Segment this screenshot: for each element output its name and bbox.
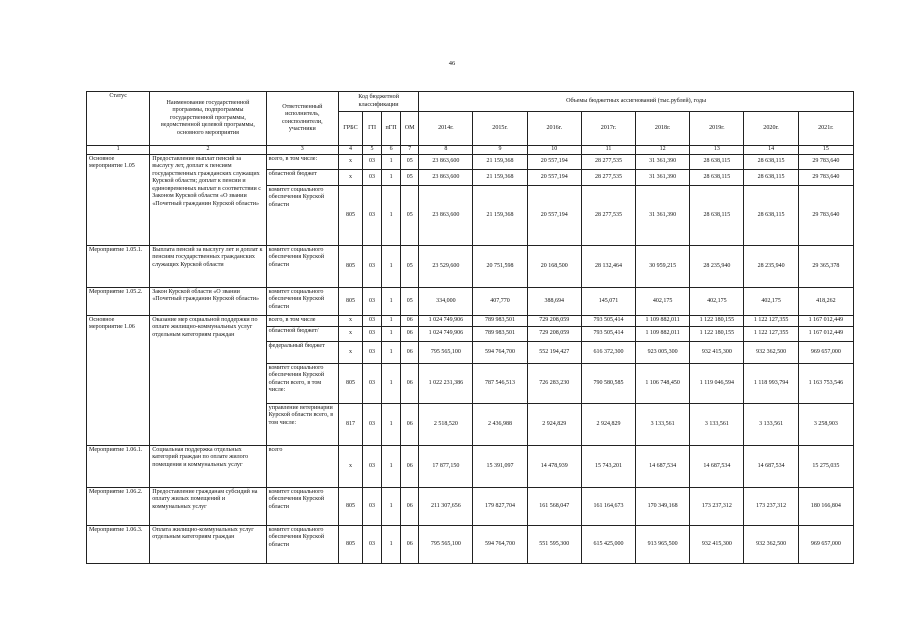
row-value: 1 163 753,546 bbox=[798, 364, 853, 404]
row-value: 28 638,115 bbox=[690, 170, 744, 186]
row-code: 1 bbox=[382, 342, 401, 364]
header-executor: Ответственный исполнитель, соисполнители, участники bbox=[266, 92, 338, 146]
row-value: 402,175 bbox=[690, 288, 744, 316]
column-number: 14 bbox=[744, 146, 798, 155]
row-code: 1 bbox=[382, 288, 401, 316]
row-code: 1 bbox=[382, 170, 401, 186]
header-volumes: Объемы бюджетных ассигнований (тыс.рублей), годы bbox=[419, 92, 854, 112]
row-executor: областной бюджет/ bbox=[266, 327, 338, 342]
row-name: Оплата жилищно-коммунальных услуг отдельным категориям граждан bbox=[150, 526, 266, 564]
row-code: х bbox=[338, 342, 362, 364]
row-value: 1 109 882,011 bbox=[636, 316, 690, 327]
row-code: 03 bbox=[363, 327, 382, 342]
row-code: 06 bbox=[401, 404, 419, 446]
row-value: 1 022 231,386 bbox=[419, 364, 473, 404]
header-year: 2019г. bbox=[690, 112, 744, 146]
row-status: Мероприятие 1.05.2. bbox=[87, 288, 150, 316]
row-value: 932 362,500 bbox=[744, 526, 798, 564]
row-code: 06 bbox=[401, 446, 419, 488]
row-code: 05 bbox=[401, 246, 419, 288]
row-code: 06 bbox=[401, 342, 419, 364]
row-code: 1 bbox=[382, 404, 401, 446]
row-value: 28 638,115 bbox=[744, 155, 798, 170]
row-executor: комитет социального обеспечения Курской области всего, в том числе: bbox=[266, 364, 338, 404]
row-value: 2 924,829 bbox=[527, 404, 581, 446]
row-value: 787 546,513 bbox=[473, 364, 527, 404]
row-value: 932 362,500 bbox=[744, 342, 798, 364]
row-value: 29 783,640 bbox=[798, 170, 853, 186]
row-value: 793 505,414 bbox=[581, 327, 635, 342]
header-year: 2018г. bbox=[636, 112, 690, 146]
row-value: 20 751,598 bbox=[473, 246, 527, 288]
row-code: 1 bbox=[382, 155, 401, 170]
column-number-row bbox=[87, 146, 854, 155]
row-value: 795 565,100 bbox=[419, 526, 473, 564]
row-value: 594 764,700 bbox=[473, 526, 527, 564]
row-executor: федеральный бюджет bbox=[266, 342, 338, 364]
row-name: Закон Курской области «О звании «Почетный гражданин Курской области» bbox=[150, 288, 266, 316]
row-value: 23 863,600 bbox=[419, 155, 473, 170]
row-value: 726 283,230 bbox=[527, 364, 581, 404]
row-code: 05 bbox=[401, 186, 419, 246]
row-code: 03 bbox=[363, 316, 382, 327]
row-value: 1 109 882,011 bbox=[636, 327, 690, 342]
row-value: 31 361,390 bbox=[636, 170, 690, 186]
row-code: 805 bbox=[338, 246, 362, 288]
column-number: 9 bbox=[473, 146, 527, 155]
row-value: 1 024 749,906 bbox=[419, 327, 473, 342]
row-code: х bbox=[338, 327, 362, 342]
row-status: Мероприятие 1.05.1. bbox=[87, 246, 150, 288]
row-code: 1 bbox=[382, 364, 401, 404]
row-value: 793 505,414 bbox=[581, 316, 635, 327]
row-value: 211 307,656 bbox=[419, 488, 473, 526]
row-code: х bbox=[338, 446, 362, 488]
row-value: 23 863,600 bbox=[419, 186, 473, 246]
table-row bbox=[87, 288, 854, 316]
row-code: 03 bbox=[363, 342, 382, 364]
column-number: 13 bbox=[690, 146, 744, 155]
row-value: 969 657,000 bbox=[798, 526, 853, 564]
column-number: 12 bbox=[636, 146, 690, 155]
table-row bbox=[87, 488, 854, 526]
row-value: 615 425,000 bbox=[581, 526, 635, 564]
row-code: 805 bbox=[338, 488, 362, 526]
row-code: 03 bbox=[363, 404, 382, 446]
row-value: 28 638,115 bbox=[690, 186, 744, 246]
column-number: 1 bbox=[87, 146, 150, 155]
row-code: 03 bbox=[363, 446, 382, 488]
row-code: 805 bbox=[338, 186, 362, 246]
column-number: 15 bbox=[798, 146, 853, 155]
row-value: 173 237,312 bbox=[690, 488, 744, 526]
row-code: 1 bbox=[382, 316, 401, 327]
table-row bbox=[87, 316, 854, 327]
row-status: Основное мероприятие 1.06 bbox=[87, 316, 150, 446]
row-code: 1 bbox=[382, 446, 401, 488]
row-value: 923 005,300 bbox=[636, 342, 690, 364]
column-number: 8 bbox=[419, 146, 473, 155]
row-value: 179 827,704 bbox=[473, 488, 527, 526]
row-code: 03 bbox=[363, 186, 382, 246]
row-code: 06 bbox=[401, 488, 419, 526]
row-code: х bbox=[338, 170, 362, 186]
row-value: 1 122 180,155 bbox=[690, 327, 744, 342]
table-row bbox=[87, 155, 854, 170]
row-value: 21 159,368 bbox=[473, 170, 527, 186]
row-value: 388,694 bbox=[527, 288, 581, 316]
table-row bbox=[87, 446, 854, 488]
column-number: 4 bbox=[338, 146, 362, 155]
row-value: 28 235,940 bbox=[744, 246, 798, 288]
column-number: 3 bbox=[266, 146, 338, 155]
header-year: 2016г. bbox=[527, 112, 581, 146]
row-executor: комитет социального обеспечения Курской области bbox=[266, 246, 338, 288]
row-value: 1 119 046,594 bbox=[690, 364, 744, 404]
row-code: 1 bbox=[382, 246, 401, 288]
row-value: 30 959,215 bbox=[636, 246, 690, 288]
row-code: 06 bbox=[401, 316, 419, 327]
row-code: 03 bbox=[363, 488, 382, 526]
row-value: 28 277,535 bbox=[581, 155, 635, 170]
row-value: 28 132,464 bbox=[581, 246, 635, 288]
row-value: 932 415,300 bbox=[690, 526, 744, 564]
row-code: 03 bbox=[363, 246, 382, 288]
row-status: Основное мероприятие 1.05 bbox=[87, 155, 150, 246]
row-value: 31 361,390 bbox=[636, 186, 690, 246]
row-value: 729 208,059 bbox=[527, 316, 581, 327]
row-value: 1 122 127,355 bbox=[744, 327, 798, 342]
table-row bbox=[87, 526, 854, 564]
row-executor: комитет социального обеспечения Курской области bbox=[266, 526, 338, 564]
row-value: 21 159,368 bbox=[473, 155, 527, 170]
row-value: 21 159,368 bbox=[473, 186, 527, 246]
row-executor: комитет социального обеспечения Курской области bbox=[266, 288, 338, 316]
row-code: 06 bbox=[401, 327, 419, 342]
row-value: 1 122 127,355 bbox=[744, 316, 798, 327]
row-executor: всего, в том числе bbox=[266, 316, 338, 327]
row-value: 790 580,585 bbox=[581, 364, 635, 404]
header-code: ГРБС bbox=[338, 112, 362, 146]
row-code: 817 bbox=[338, 404, 362, 446]
header-budget-code: Код бюджетной классификации bbox=[338, 92, 418, 112]
row-value: 29 783,640 bbox=[798, 186, 853, 246]
row-value: 402,175 bbox=[636, 288, 690, 316]
header-year: 2015г. bbox=[473, 112, 527, 146]
column-number: 6 bbox=[382, 146, 401, 155]
row-value: 14 687,534 bbox=[690, 446, 744, 488]
column-number: 7 bbox=[401, 146, 419, 155]
row-value: 28 638,115 bbox=[690, 155, 744, 170]
header-year: 2014г. bbox=[419, 112, 473, 146]
row-executor: всего bbox=[266, 446, 338, 488]
header-program: Наименование государственной программы, подпрограммы государственной программы, ведомственной целевой программы, основного мероприятия bbox=[150, 92, 266, 146]
row-value: 28 277,535 bbox=[581, 170, 635, 186]
row-value: 551 595,300 bbox=[527, 526, 581, 564]
row-value: 1 118 993,794 bbox=[744, 364, 798, 404]
row-value: 795 565,100 bbox=[419, 342, 473, 364]
column-number: 11 bbox=[581, 146, 635, 155]
table-row bbox=[87, 246, 854, 288]
row-value: 2 518,520 bbox=[419, 404, 473, 446]
row-code: 05 bbox=[401, 288, 419, 316]
row-value: 173 237,312 bbox=[744, 488, 798, 526]
row-value: 729 208,059 bbox=[527, 327, 581, 342]
header-code: пГП bbox=[382, 112, 401, 146]
row-code: 805 bbox=[338, 364, 362, 404]
row-code: х bbox=[338, 316, 362, 327]
row-value: 161 568,047 bbox=[527, 488, 581, 526]
row-value: 2 436,988 bbox=[473, 404, 527, 446]
row-code: 805 bbox=[338, 288, 362, 316]
row-value: 20 557,194 bbox=[527, 170, 581, 186]
row-value: 15 391,097 bbox=[473, 446, 527, 488]
row-value: 594 764,700 bbox=[473, 342, 527, 364]
row-value: 145,071 bbox=[581, 288, 635, 316]
row-name: Выплата пенсий за выслугу лет и доплат к пенсиям государственных гражданских служащих Курской области bbox=[150, 246, 266, 288]
row-value: 1 122 180,155 bbox=[690, 316, 744, 327]
row-code: 06 bbox=[401, 526, 419, 564]
column-number: 5 bbox=[363, 146, 382, 155]
row-code: 1 bbox=[382, 327, 401, 342]
row-value: 28 638,115 bbox=[744, 186, 798, 246]
page-number: 46 bbox=[448, 60, 456, 67]
row-status: Мероприятие 1.06.2. bbox=[87, 488, 150, 526]
row-status: Мероприятие 1.06.3. bbox=[87, 526, 150, 564]
row-code: 05 bbox=[401, 155, 419, 170]
row-value: 28 277,535 bbox=[581, 186, 635, 246]
row-value: 180 166,804 bbox=[798, 488, 853, 526]
header-status: Статус bbox=[87, 92, 150, 146]
row-value: 616 372,300 bbox=[581, 342, 635, 364]
header-year: 2021г. bbox=[798, 112, 853, 146]
row-code: 06 bbox=[401, 364, 419, 404]
row-value: 789 983,501 bbox=[473, 316, 527, 327]
row-value: 17 877,150 bbox=[419, 446, 473, 488]
row-value: 3 133,561 bbox=[690, 404, 744, 446]
row-code: 1 bbox=[382, 186, 401, 246]
row-status: Мероприятие 1.06.1. bbox=[87, 446, 150, 488]
row-code: 05 bbox=[401, 170, 419, 186]
row-value: 3 258,903 bbox=[798, 404, 853, 446]
budget-table-container bbox=[86, 91, 854, 564]
row-executor: всего, в том числе: bbox=[266, 155, 338, 170]
row-value: 407,770 bbox=[473, 288, 527, 316]
row-value: 913 965,500 bbox=[636, 526, 690, 564]
row-value: 1 167 012,449 bbox=[798, 316, 853, 327]
row-value: 2 924,829 bbox=[581, 404, 635, 446]
row-code: 1 bbox=[382, 526, 401, 564]
row-executor: комитет социального обеспечения Курской области bbox=[266, 186, 338, 246]
row-value: 23 529,600 bbox=[419, 246, 473, 288]
row-value: 15 743,201 bbox=[581, 446, 635, 488]
row-value: 161 164,673 bbox=[581, 488, 635, 526]
row-value: 1 106 748,450 bbox=[636, 364, 690, 404]
row-value: 402,175 bbox=[744, 288, 798, 316]
column-number: 10 bbox=[527, 146, 581, 155]
budget-table bbox=[86, 91, 854, 564]
row-value: 14 687,534 bbox=[744, 446, 798, 488]
row-value: 20 557,194 bbox=[527, 186, 581, 246]
row-name: Оказание мер социальной поддержки по оплате жилищно-коммунальных услуг отдельным категориям граждан bbox=[150, 316, 266, 446]
row-name: Социальная поддержка отдельных категорий граждан по оплате жилого помещения и коммунальных услуг bbox=[150, 446, 266, 488]
row-value: 28 638,115 bbox=[744, 170, 798, 186]
row-value: 29 365,378 bbox=[798, 246, 853, 288]
row-value: 932 415,300 bbox=[690, 342, 744, 364]
row-code: 03 bbox=[363, 288, 382, 316]
row-value: 14 687,534 bbox=[636, 446, 690, 488]
row-executor: управление ветеринарии Курской области всего, в том числе: bbox=[266, 404, 338, 446]
row-value: 31 361,390 bbox=[636, 155, 690, 170]
row-value: 3 133,561 bbox=[744, 404, 798, 446]
row-code: 1 bbox=[382, 488, 401, 526]
row-value: 418,262 bbox=[798, 288, 853, 316]
header-year: 2017г. bbox=[581, 112, 635, 146]
row-value: 969 657,000 bbox=[798, 342, 853, 364]
row-value: 14 478,939 bbox=[527, 446, 581, 488]
row-code: 03 bbox=[363, 170, 382, 186]
row-name: Предоставление гражданам субсидий на оплату жилых помещений и коммунальных услуг bbox=[150, 488, 266, 526]
row-value: 170 349,168 bbox=[636, 488, 690, 526]
row-code: х bbox=[338, 155, 362, 170]
row-value: 28 235,940 bbox=[690, 246, 744, 288]
row-value: 20 557,194 bbox=[527, 155, 581, 170]
row-code: 03 bbox=[363, 155, 382, 170]
row-value: 334,000 bbox=[419, 288, 473, 316]
header-code: ОМ bbox=[401, 112, 419, 146]
row-value: 3 133,561 bbox=[636, 404, 690, 446]
row-value: 23 863,600 bbox=[419, 170, 473, 186]
header-year: 2020г. bbox=[744, 112, 798, 146]
row-executor: областной бюджет bbox=[266, 170, 338, 186]
row-value: 1 167 012,449 bbox=[798, 327, 853, 342]
row-value: 1 024 749,906 bbox=[419, 316, 473, 327]
row-code: 03 bbox=[363, 364, 382, 404]
row-executor: комитет социального обеспечения Курской области bbox=[266, 488, 338, 526]
row-value: 29 783,640 bbox=[798, 155, 853, 170]
row-value: 15 275,035 bbox=[798, 446, 853, 488]
row-value: 789 983,501 bbox=[473, 327, 527, 342]
row-code: 03 bbox=[363, 526, 382, 564]
row-code: 805 bbox=[338, 526, 362, 564]
column-number: 2 bbox=[150, 146, 266, 155]
row-name: Предоставление выплат пенсий за выслугу лет, доплат к пенсиям государственных гражданских служащих Курской области; доплат к пенсии и единовременных выплат в соответствии с Законом Курской области «О звании «Почетный гражданин Курской области» bbox=[150, 155, 266, 246]
row-value: 20 168,500 bbox=[527, 246, 581, 288]
header-code: ГП bbox=[363, 112, 382, 146]
row-value: 552 194,427 bbox=[527, 342, 581, 364]
